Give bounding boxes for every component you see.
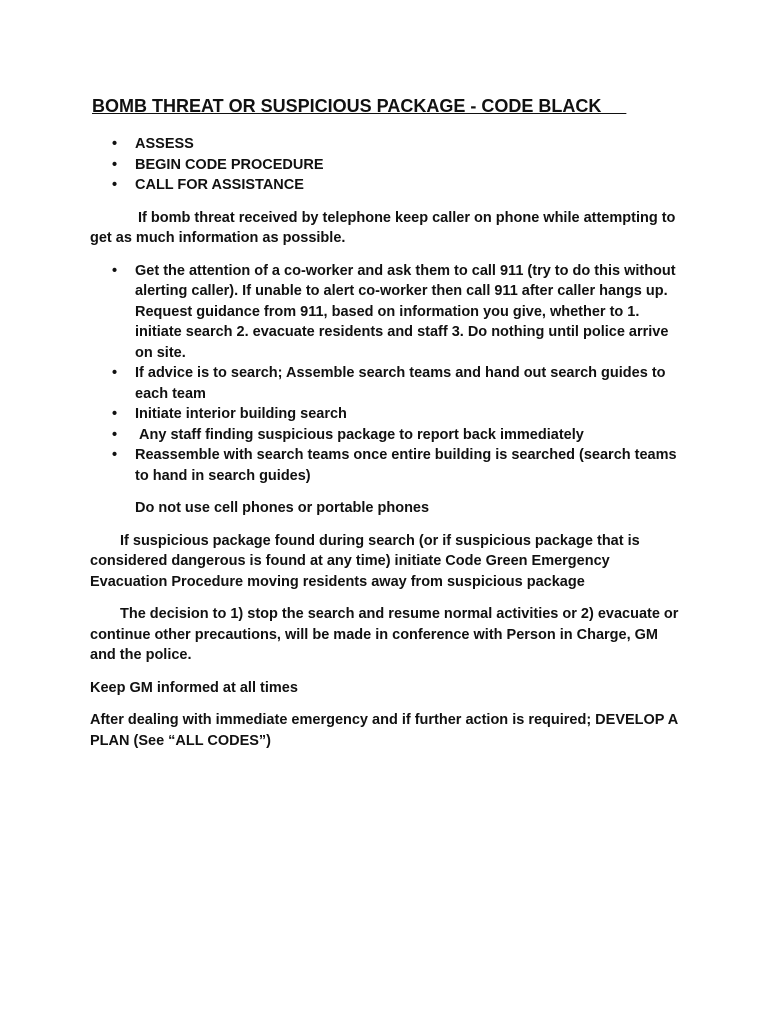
- action-step-reassemble: • Reassemble with search teams once entire building is searched (search teams to hand in search guides): [90, 445, 680, 486]
- action-step-interior-search: • Initiate interior building search: [90, 404, 680, 425]
- keep-informed-paragraph: Keep GM informed at all times: [90, 679, 298, 696]
- initial-steps-list: [90, 134, 680, 196]
- closing-paragraph: After dealing with immediate emergency and if further action is required; DEVELOP A PLAN (See “ALL CODES”): [90, 712, 678, 749]
- initial-step-call-assistance: • CALL FOR ASSISTANCE: [90, 175, 680, 196]
- action-step-assemble-teams: • If advice is to search; Assemble search teams and hand out search guides to each team: [90, 363, 680, 404]
- document-title: BOMB THREAT OR SUSPICIOUS PACKAGE - CODE BLACK: [92, 96, 627, 116]
- phone-warning-paragraph: Do not use cell phones or portable phones: [135, 500, 430, 516]
- action-steps-list: [90, 261, 680, 487]
- suspicious-package-paragraph: If suspicious package found during search (or if suspicious package that is considered dangerous is found at any time) initiate Code Green Emergency Evacuation Procedure moving residents away from suspicious package: [90, 532, 640, 590]
- decision-paragraph: The decision to 1) stop the search and resume normal activities or 2) evacuate or continue other precautions, will be made in conference with Person in Charge, GM and the police.: [90, 606, 679, 663]
- action-step-report-package: • Any staff finding suspicious package to report back immediately: [90, 425, 680, 446]
- phone-instruction-paragraph: If bomb threat received by telephone keep caller on phone while attempting to get as much information as possible.: [90, 209, 676, 246]
- initial-step-assess: • ASSESS: [90, 134, 680, 155]
- action-step-call-911: • Get the attention of a co-worker and ask them to call 911 (try to do this without alerting caller). If unable to alert co-worker then call 911 after caller hangs up. Request guidance from 911, based on information you give, whether to 1. initiate search 2. evacuate residents and staff 3. Do nothing until police arrive on site.: [90, 261, 680, 364]
- document-page: [90, 94, 680, 763]
- initial-step-begin-code: • BEGIN CODE PROCEDURE: [90, 155, 680, 176]
